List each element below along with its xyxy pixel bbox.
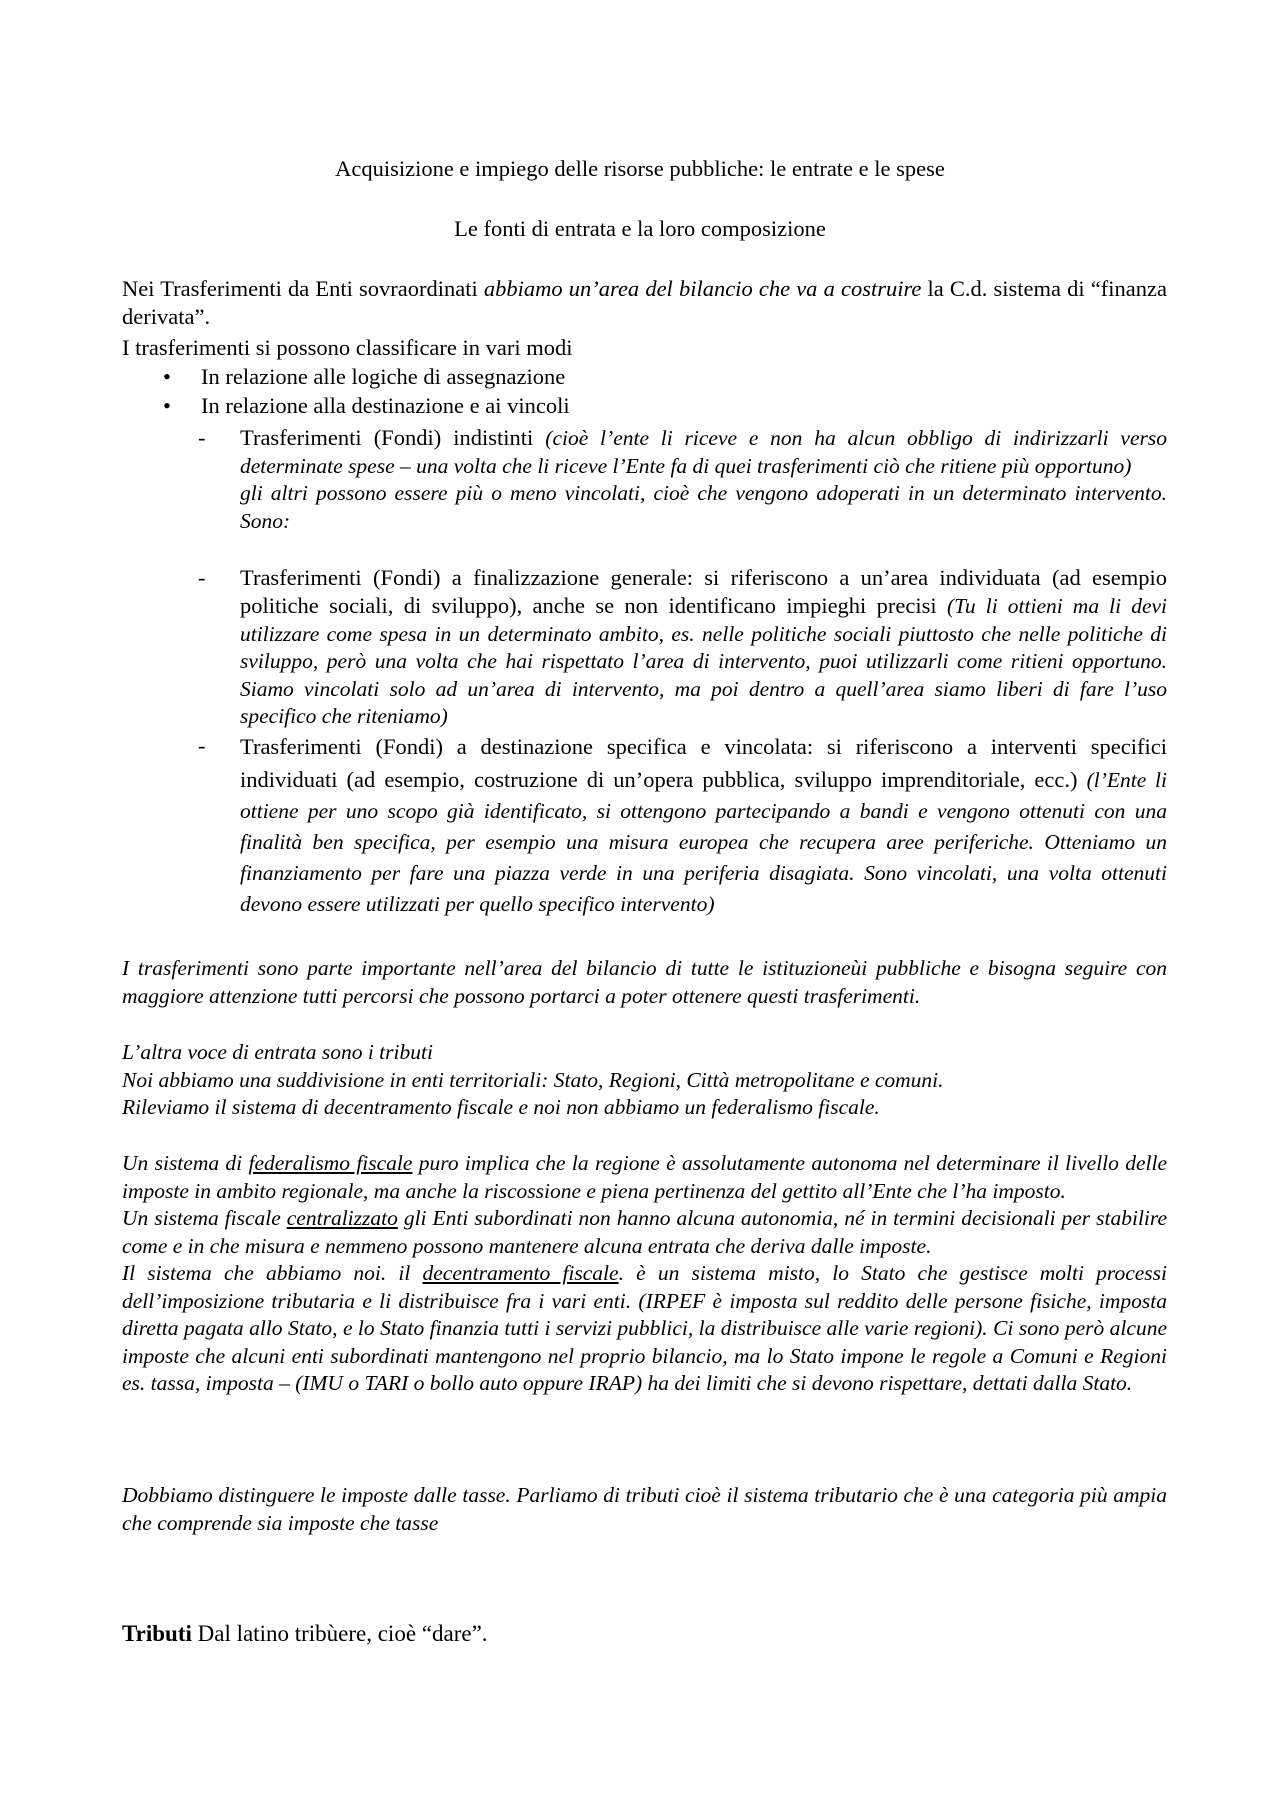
fiscal-systems-section: [122, 1150, 1167, 1398]
bullet-icon: •: [163, 364, 171, 389]
intro-text-c: la C.d. sistema di “finanza derivata”.: [122, 276, 1167, 329]
centralized-text-a: Un sistema fiscale: [122, 1206, 287, 1230]
intro-text-a: Nei Trasferimenti da Enti sovraordinati: [122, 276, 484, 301]
intro-paragraph: [122, 275, 1167, 331]
classify-line: I trasferimenti si possono classificare in vari modi: [122, 335, 573, 360]
decentralization-text-a: Il sistema che abbiamo noi. il: [122, 1261, 423, 1285]
centralized-paragraph: [122, 1205, 1167, 1260]
dash3-italic: (l’Ente li ottiene per uno scopo già identificato, si ottengono partecipando a bandi e vengono ottenuti con una finalità ben specifica, per esempio una misura europea che recupera aree periferiche. Otteniamo un finanziamento per fare una piazza verde in una periferia disagiata. Sono vincolati, una volta ottenuti devono essere utilizzati per quello specifico intervento): [240, 768, 1168, 916]
dash-item-body: [240, 424, 1167, 535]
tributi-term: Tributi: [122, 1621, 192, 1646]
dash-marker: -: [198, 733, 206, 758]
dash3-text: Trasferimenti (Fondi) a destinazione specifica e vincolata: si riferiscono a interventi specifici individuati (ad esempio, costruzione di un’opera pubblica, sviluppo imprenditoriale, ecc.): [240, 734, 1167, 792]
federalism-text-a: Un sistema di: [122, 1151, 249, 1175]
centralized-text-b: gli Enti subordinati non hanno alcuna autonomia, né in termini decisionali per stabilire come e in che misura e nemmeno possono mantenere alcuna entrata che deriva dalle imposte.: [122, 1206, 1167, 1258]
transfers-paragraph: I trasferimenti sono parte importante nell’area del bilancio di tutte le istituzioneùi pubbliche e bisogna seguire con maggiore attenzione tutti percorsi che possono portarci a poter ottenere questi trasferimenti.: [122, 956, 1167, 1008]
federalism-term: federalismo fiscale: [248, 1151, 413, 1175]
centralized-term: centralizzato: [286, 1206, 398, 1230]
dash-item-body: [240, 564, 1167, 731]
document-title: Acquisizione e impiego delle risorse pubbliche: le entrate e le spese: [335, 156, 945, 181]
federalism-text-b: puro implica che la regione è assolutamente autonoma nel determinare il livello delle imposte in ambito regionale, ma anche la riscossione e piena pertinenza del gettito all’Ente che l’ha imposto.: [122, 1151, 1167, 1203]
decentralization-term: decentramento fiscale: [422, 1261, 619, 1285]
decentralization-paragraph: [122, 1260, 1167, 1398]
dash1-italic: (cioè l’ente li riceve e non ha alcun obbligo di indirizzarli verso determinate spese – una volta che li riceve l’Ente fa di quei trasferimenti ciò che ritiene più opportuno): [240, 426, 1167, 478]
dash-marker: -: [198, 565, 206, 590]
dash-marker: -: [198, 425, 206, 450]
dash2-italic: (Tu li ottieni ma li devi utilizzare come spesa in un determinato ambito, es. nelle politiche sociali piuttosto che nelle politiche di sviluppo, però una volta che hai rispettato l’area di intervento, puoi utilizzarli come ritieni opportuno. Siamo vincolati solo ad un’area di intervento, ma poi dentro a quell’area siamo liberi di fare l’uso specifico che riteniamo): [240, 594, 1167, 728]
tributi-line-3: Rileviamo il sistema di decentramento fiscale e noi non abbiamo un federalismo fiscale.: [122, 1095, 880, 1119]
decentralization-text-b: . è un sistema misto, lo Stato che gestisce molti processi dell’imposizione tributaria e li distribuisce fra i vari enti. (IRPEF è imposta sul reddito delle persone fisiche, imposta diretta pagata allo Stato, e lo Stato finanzia tutti i servizi pubblici, la distribuisce alle varie regioni). Ci sono però alcune imposte che alcuni enti subordinati mantengono nel proprio bilancio, ma lo Stato impone le regole a Comuni e Regioni es. tassa, imposta – (IMU o TARI o bollo auto oppure IRAP) ha dei limiti che si devono rispettare, dettati dalla Stato.: [122, 1261, 1167, 1395]
tributi-line-2: Noi abbiamo una suddivisione in enti territoriali: Stato, Regioni, Città metropolitane e comuni.: [122, 1067, 944, 1092]
federalism-paragraph: [122, 1150, 1167, 1205]
document-subtitle: Le fonti di entrata e la loro composizione: [454, 216, 826, 241]
bullet-text: In relazione alla destinazione e ai vincoli: [201, 393, 570, 418]
bullet-icon: •: [163, 393, 171, 418]
tributi-line-1: L’altra voce di entrata sono i tributi: [122, 1040, 433, 1064]
dash1-continuation: gli altri possono essere più o meno vincolati, cioè che vengono adoperati in un determinato intervento. Sono:: [240, 481, 1167, 533]
tributi-definition: [122, 1620, 1167, 1648]
dash1-text: Trasferimenti (Fondi) indistinti: [240, 425, 546, 450]
dash2-text: Trasferimenti (Fondi) a finalizzazione generale: si riferiscono a un’area individuata (ad esempio politiche sociali, di sviluppo), anche se non identificano impieghi precisi: [240, 565, 1167, 618]
intro-text-italic: abbiamo un’area del bilancio che va a costruire: [483, 276, 922, 301]
distinguish-paragraph: Dobbiamo distinguere le imposte dalle tasse. Parliamo di tributi cioè il sistema tributario che è una categoria più ampia che comprende sia imposte che tasse: [122, 1483, 1167, 1535]
tributi-paragraph: [122, 1039, 1167, 1122]
tributi-definition-text: Dal latino tribùere, cioè “dare”.: [191, 1621, 488, 1646]
dash-item-body: [240, 732, 1167, 922]
bullet-text: In relazione alle logiche di assegnazione: [201, 364, 566, 389]
